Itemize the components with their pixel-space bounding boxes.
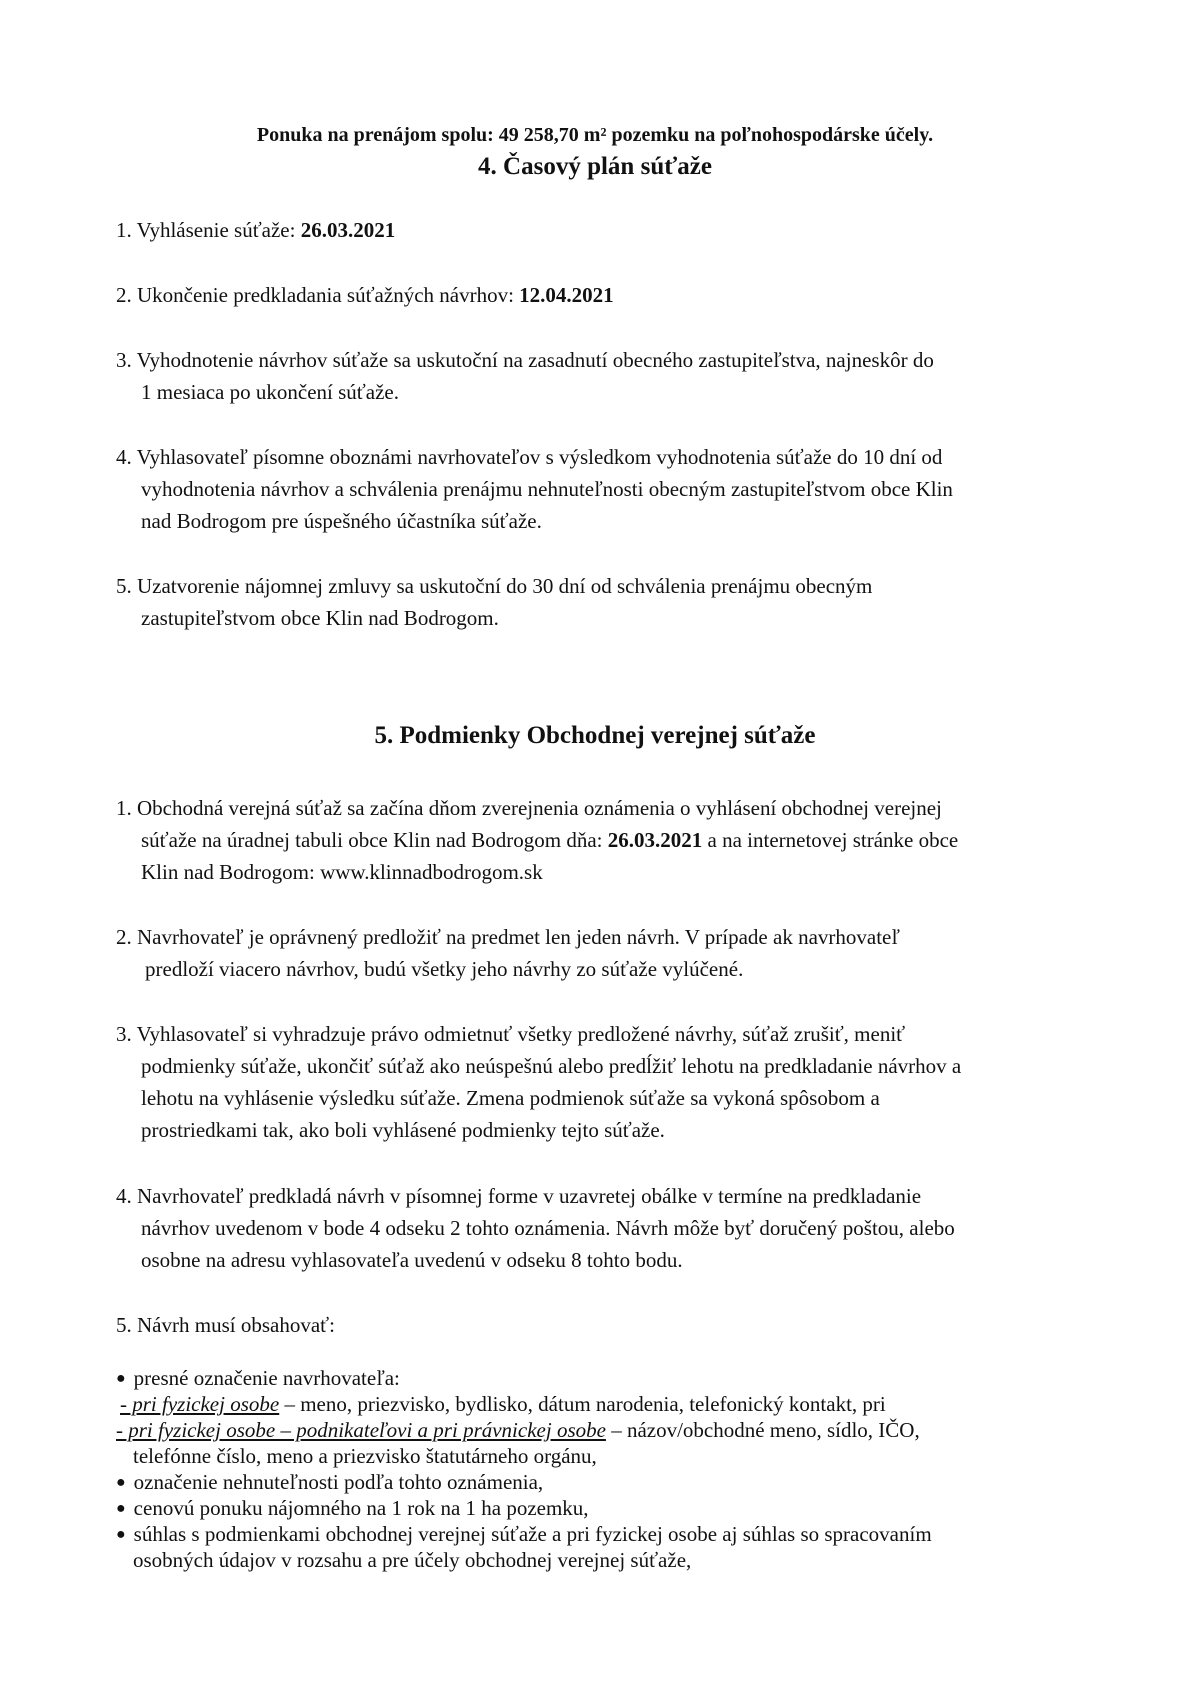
- section-5-title: 5. Podmienky Obchodnej verejnej súťaže: [374, 722, 816, 749]
- bullet-item-2-text: označenie nehnuteľnosti podľa tohto oznámenia,: [133, 1470, 544, 1494]
- sub-item-1-text: – meno, priezvisko, bydlisko, dátum narodenia, telefonický kontakt, pri: [279, 1392, 886, 1416]
- s5-item-2-text-1: Navrhovateľ je oprávnený predložiť na predmet len jeden návrh. V prípade ak navrhovateľ: [137, 925, 900, 949]
- s4-item-1-text: Vyhlásenie súťaže:: [136, 218, 301, 242]
- s5-item-2-line-1: [116, 921, 900, 953]
- s4-item-2: [116, 279, 614, 311]
- s5-item-4-line-3: osobne na adresu vyhlasovateľa uvedenú v odseku 8 tohto bodu.: [141, 1248, 683, 1272]
- s5-item-3-number: 3.: [116, 1022, 132, 1046]
- s5-item-4-text-1: Navrhovateľ predkladá návrh v písomnej forme v uzavretej obálke v termíne na predkladanie: [137, 1184, 922, 1208]
- s5-item-4-number: 4.: [116, 1184, 132, 1208]
- s5-item-1-line-2-pre: súťaže na úradnej tabuli obce Klin nad Bodrogom dňa:: [141, 828, 608, 852]
- bullet-icon: ●: [116, 1370, 126, 1387]
- s5-item-3-text-1: Vyhlasovateľ si vyhradzuje právo odmietnuť všetky predložené návrhy, súťaž zrušiť, meniť: [136, 1022, 906, 1046]
- bullet-icon: ●: [116, 1474, 126, 1491]
- s5-item-1-line-1: [116, 792, 942, 824]
- s4-item-5-number: 5.: [116, 574, 132, 598]
- s4-item-4-number: 4.: [116, 445, 132, 469]
- bullet-item-4-text-1: súhlas s podmienkami obchodnej verejnej súťaže a pri fyzickej osobe aj súhlas so spracovaním: [133, 1522, 932, 1546]
- s5-item-1-text-1: Obchodná verejná súťaž sa začína dňom zverejnenia oznámenia o vyhlásení obchodnej verejnej: [137, 796, 942, 820]
- sub-item-2-continuation: telefónne číslo, meno a priezvisko štatutárneho orgánu,: [133, 1444, 597, 1468]
- s5-item-5-text: Návrh musí obsahovať:: [137, 1313, 335, 1337]
- sub-item-2-text: – názov/obchodné meno, sídlo, IČO,: [605, 1418, 920, 1442]
- s4-item-2-text: Ukončenie predkladania súťažných návrhov:: [137, 283, 520, 307]
- section-4-title: 4. Časový plán súťaže: [478, 153, 712, 180]
- bullet-item-1-text: presné označenie navrhovateľa:: [133, 1366, 400, 1390]
- bullet-icon: ●: [116, 1526, 126, 1543]
- s4-item-1-number: 1.: [116, 218, 132, 242]
- bullet-item-4-line-2: osobných údajov v rozsahu a pre účely obchodnej verejnej súťaže,: [133, 1548, 692, 1572]
- s5-item-1-line-3: Klin nad Bodrogom: www.klinnadbodrogom.sk: [141, 860, 543, 884]
- s5-item-5: [116, 1309, 335, 1341]
- s4-item-4-line-3: nad Bodrogom pre úspešného účastníka súťaže.: [141, 509, 542, 533]
- s4-item-3-line-1: [116, 344, 934, 376]
- s5-item-3-line-1: [116, 1018, 905, 1050]
- sub-item-2-label: - pri fyzickej osobe – podnikateľovi a pri právnickej osobe: [116, 1418, 606, 1442]
- s4-item-5-line-2: zastupiteľstvom obce Klin nad Bodrogom.: [141, 606, 499, 630]
- s5-item-3-line-4: prostriedkami tak, ako boli vyhlásené podmienky tejto súťaže.: [141, 1118, 665, 1142]
- s5-item-3-line-3: lehotu na vyhlásenie výsledku súťaže. Zmena podmienok súťaže sa vykoná spôsobom a: [141, 1086, 880, 1110]
- s4-item-4-text-1: Vyhlasovateľ písomne oboznámi navrhovateľov s výsledkom vyhodnotenia súťaže do 10 dní od: [136, 445, 943, 469]
- s4-item-2-date: 12.04.2021: [519, 283, 614, 307]
- s5-item-5-number: 5.: [116, 1313, 132, 1337]
- s5-item-4-line-2: návrhov uvedenom v bode 4 odseku 2 tohto oznámenia. Návrh môže byť doručený poštou, alebo: [141, 1216, 955, 1240]
- s4-item-5-text-1: Uzatvorenie nájomnej zmluvy sa uskutoční do 30 dní od schválenia prenájmu obecným: [137, 574, 873, 598]
- sub-item-1-label: - pri fyzickej osobe: [120, 1392, 280, 1416]
- s4-item-1: [116, 214, 395, 246]
- s4-item-4-line-2: vyhodnotenia návrhov a schválenia prenájmu nehnuteľnosti obecným zastupiteľstvom obce Klin: [141, 477, 953, 501]
- s5-item-4-line-1: [116, 1180, 921, 1212]
- s4-item-2-number: 2.: [116, 283, 132, 307]
- s5-item-1-line-2-post: a na internetovej stránke obce: [702, 828, 959, 852]
- offer-title: Ponuka na prenájom spolu: 49 258,70 m² pozemku na poľnohospodárske účely.: [256, 124, 934, 146]
- s5-item-2-line-2: predloží viacero návrhov, budú všetky jeho návrhy zo súťaže vylúčené.: [145, 957, 744, 981]
- s4-item-3-line-2: 1 mesiaca po ukončení súťaže.: [141, 380, 399, 404]
- bullet-item-3-text: cenovú ponuku nájomného na 1 rok na 1 ha pozemku,: [133, 1496, 589, 1520]
- s4-item-3-text-1: Vyhodnotenie návrhov súťaže sa uskutoční na zasadnutí obecného zastupiteľstva, najneskôr do: [136, 348, 934, 372]
- s4-item-1-date: 26.03.2021: [300, 218, 396, 242]
- s5-item-1-line-2: [141, 824, 958, 856]
- s5-item-2-number: 2.: [116, 925, 132, 949]
- s4-item-3-number: 3.: [116, 348, 132, 372]
- s5-item-3-line-2: podmienky súťaže, ukončiť súťaž ako neúspešnú alebo predĺžiť lehotu na predkladanie návrhov a: [141, 1054, 962, 1078]
- s4-item-5-line-1: [116, 570, 872, 602]
- s4-item-4-line-1: [116, 441, 942, 473]
- s5-item-1-date: 26.03.2021: [607, 828, 703, 852]
- s5-item-1-number: 1.: [116, 796, 132, 820]
- bullet-icon: ●: [116, 1500, 126, 1517]
